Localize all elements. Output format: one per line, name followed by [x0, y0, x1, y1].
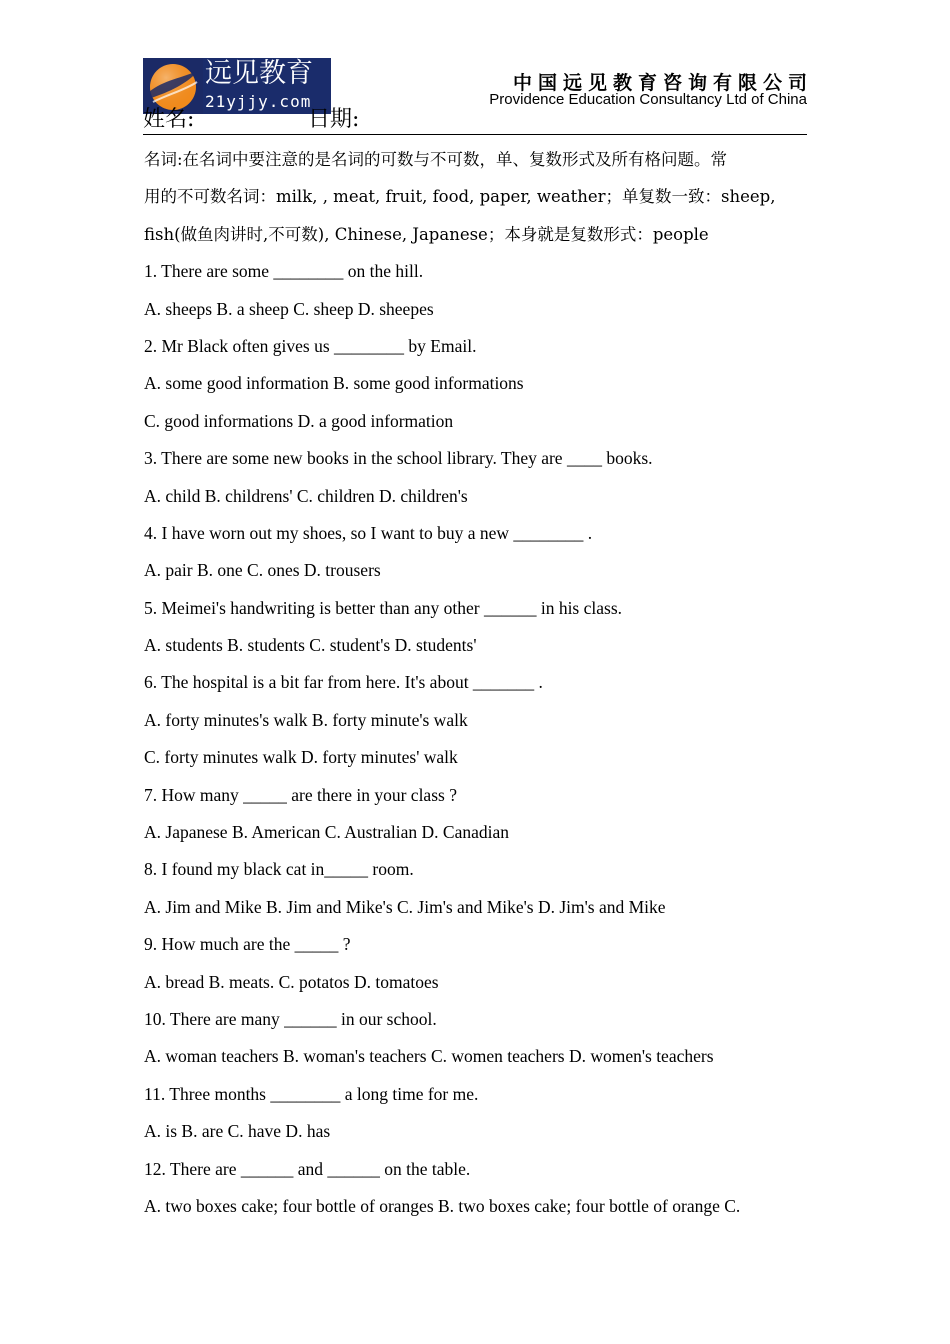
logo-url-text: 21yjjy.com — [205, 92, 312, 111]
intro-line: fish(做鱼肉讲时,不可数), Chinese, Japanese；本身就是复数形式：people — [144, 224, 709, 244]
name-label: 姓名: — [143, 107, 195, 132]
question-line: 3. There are some new books in the school library. They are ____ books. — [144, 448, 653, 469]
question-line: 1. There are some ________ on the hill. — [144, 261, 424, 282]
page-header — [143, 58, 813, 136]
options-line: A. sheeps B. a sheep C. sheep D. sheepes — [144, 298, 434, 319]
worksheet-body — [144, 141, 808, 1225]
logo-chinese-text: 远见教育 — [205, 58, 313, 89]
options-line: A. child B. childrens' C. children D. children's — [144, 485, 468, 506]
options-line: C. forty minutes walk D. forty minutes' walk — [144, 747, 458, 768]
options-line: A. students B. students C. student's D. students' — [144, 635, 477, 656]
options-line: A. two boxes cake; four bottle of oranges B. two boxes cake; four bottle of orange C. — [144, 1195, 741, 1216]
options-line: A. is B. are C. have D. has — [144, 1121, 331, 1142]
question-line: 7. How many _____ are there in your class ? — [144, 784, 457, 805]
intro-line: 名词:在名词中要注意的是名词的可数与不可数，单、复数形式及所有格问题。常 — [144, 150, 728, 169]
options-line: C. good informations D. a good information — [144, 410, 454, 431]
intro-line: 用的不可数名词：milk, , meat, fruit, food, paper, weather；单复数一致：sheep, — [144, 187, 776, 207]
options-line: A. woman teachers B. woman's teachers C. women teachers D. women's teachers — [144, 1046, 714, 1067]
options-line: A. pair B. one C. ones D. trousers — [144, 560, 381, 581]
options-line: A. bread B. meats. C. potatos D. tomatoes — [144, 971, 439, 992]
options-line: A. Jim and Mike B. Jim and Mike's C. Jim's and Mike's D. Jim's and Mike — [144, 896, 666, 917]
question-line: 4. I have worn out my shoes, so I want to buy a new ________ . — [144, 522, 593, 543]
question-line: 12. There are ______ and ______ on the table. — [144, 1158, 471, 1179]
question-line: 6. The hospital is a bit far from here. It's about _______ . — [144, 672, 543, 693]
question-line: 2. Mr Black often gives us ________ by Email. — [144, 335, 477, 356]
question-line: 10. There are many ______ in our school. — [144, 1008, 437, 1029]
date-label: 日期: — [308, 107, 360, 132]
name-date-row — [143, 106, 807, 135]
question-line: 11. Three months ________ a long time for me. — [144, 1083, 479, 1104]
question-line: 9. How much are the _____ ? — [144, 934, 351, 955]
question-line: 5. Meimei's handwriting is better than any other ______ in his class. — [144, 597, 623, 618]
company-name-english: Providence Education Consultancy Ltd of China — [489, 91, 807, 108]
company-name-chinese: 中国远见教育咨询有限公司 — [512, 72, 813, 94]
question-line: 8. I found my black cat in_____ room. — [144, 859, 414, 880]
options-line: A. Japanese B. American C. Australian D. Canadian — [144, 822, 509, 843]
options-line: A. forty minutes's walk B. forty minute's walk — [144, 709, 468, 730]
options-line: A. some good information B. some good informations — [144, 373, 524, 394]
